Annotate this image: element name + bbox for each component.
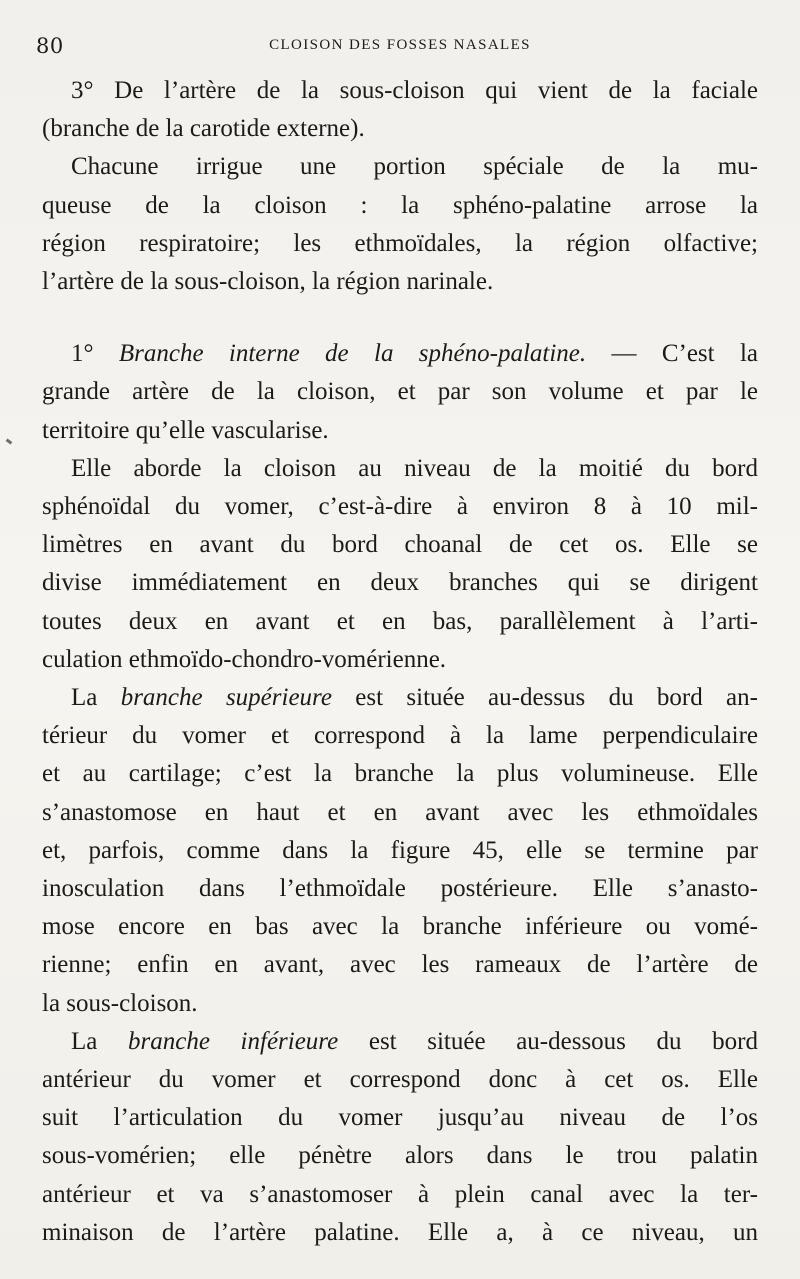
text-line: 3° De l’artère de la sous-cloison qui vient de la faciale [71,77,758,104]
text-line: toutes deux en avant et en bas, parallèlement à l’arti- [42,607,758,635]
section-heading: Branche interne de la sphéno-palatine. [118,340,587,368]
text-line: térieur du vomer et correspond à la lame perpendiculaire [42,722,758,750]
text-line [42,679,758,717]
text-line: sous-vomérien; elle pénètre alors dans le trou palatin [42,1142,758,1170]
paragraph-5 [42,679,758,1023]
text-line: et au cartilage; c’est la branche la plus volumineuse. Elle [42,760,758,788]
text-line: antérieur du vomer et correspond donc à cet os. Elle [42,1066,758,1094]
text-run: est située au-dessus du bord an- [331,684,758,712]
text-line: et, parfois, comme dans la figure 45, elle se termine par [42,836,758,864]
text-line: suit l’articulation du vomer jusqu’au niveau de l’os [42,1104,758,1132]
text-line [42,1023,758,1061]
page-number: 80 [36,34,64,58]
heading-continuation: — C’est la [586,340,758,368]
text-line: antérieur et va s’anastomoser à plein canal avec la ter- [42,1180,758,1208]
text-run: est située au-dessous du bord [338,1027,758,1055]
italic-term: branche inférieure [128,1027,339,1055]
section-heading-paragraph [42,335,758,450]
text-line: s’anastomose en haut et en avant avec les ethmoïdales [42,798,758,826]
text-line: territoire qu’elle vascularise. [42,416,329,444]
italic-term: branche supérieure [120,684,332,712]
text-line: grande artère de la cloison, et par son volume et par le [42,378,758,406]
section-number: 1° [71,340,94,368]
paragraph-4 [42,450,758,679]
paragraph-1 [42,72,758,148]
text-line: culation ethmoïdo-chondro-vomérienne. [42,645,447,673]
text-line: rienne; enfin en avant, avec les rameaux de l’artère de [42,951,758,979]
text-line: Elle aborde la cloison au niveau de la moitié du bord [71,454,758,482]
text-line: inosculation dans l’ethmoïdale postérieure. Elle s’anasto- [42,875,758,903]
heading-line [42,335,758,373]
running-title: CLOISON DES FOSSES NASALES [269,37,531,53]
text-line: Chacune irrigue une portion spéciale de la mu- [71,153,758,181]
paragraph-6 [42,1023,758,1252]
text-line: (branche de la carotide externe). [42,115,365,143]
ink-mark [6,439,13,445]
text-run: La [71,684,121,712]
text-line: la sous-cloison. [42,989,198,1017]
text-line: minaison de l’artère palatine. Elle a, à ce niveau, un [42,1218,758,1246]
text-line: queuse de la cloison : la sphéno-palatine arrose la [42,191,758,219]
running-head [36,34,764,60]
paragraph-2 [42,148,758,301]
section-break [42,301,758,335]
text-line: sphénoïdal du vomer, c’est-à-dire à environ 8 à 10 mil- [42,493,758,521]
text-line: limètres en avant du bord choanal de cet os. Elle se [42,531,758,559]
text-line: divise immédiatement en deux branches qui se dirigent [42,569,758,597]
body-text [42,72,758,1252]
text-run: La [71,1027,128,1055]
text-line: l’artère de la sous-cloison, la région narinale. [42,268,494,296]
text-line: mose encore en bas avec la branche inférieure ou vomé- [42,913,758,941]
text-line: région respiratoire; les ethmoïdales, la région olfactive; [42,229,758,257]
